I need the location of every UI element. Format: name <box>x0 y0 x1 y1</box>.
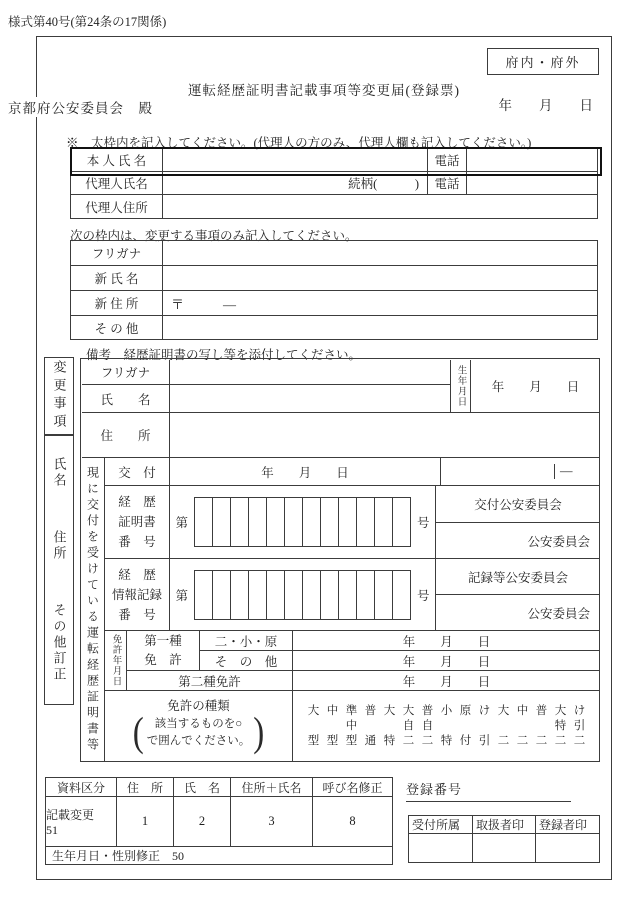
license-type-char: 二 <box>421 735 434 747</box>
first-license-date-2-input[interactable]: 年 月 日 <box>292 650 600 670</box>
number-suffix: 号 <box>417 588 430 603</box>
self-name-label: 本 人 氏 名 <box>86 153 147 168</box>
new-address-input[interactable]: 〒 ― <box>162 290 597 315</box>
form-number: 様式第40号(第24条の17関係) <box>8 15 167 29</box>
license-type-char: 引 <box>478 735 491 747</box>
license-type-char: 二 <box>402 735 415 747</box>
license-type-char: 普 <box>535 705 548 717</box>
license-type-char: 特 <box>383 735 396 747</box>
license-type-char: 自 <box>421 720 434 732</box>
code-header-category: 資料区分 <box>56 780 105 795</box>
main-furigana-label: フリガナ <box>100 366 151 380</box>
license-type-char: 特 <box>440 735 453 747</box>
first-license-line: 免 許 <box>144 652 182 667</box>
other-input[interactable] <box>162 315 597 339</box>
agent-address-label: 代理人住所 <box>71 194 162 218</box>
license-type-option <box>459 704 472 749</box>
stamp-header-registrar: 登録者印 <box>535 816 599 833</box>
license-type-option <box>554 704 567 749</box>
license-kind-title: 免許の種類 <box>167 699 230 713</box>
number-prefix: 第 <box>175 516 188 530</box>
license-type-char: 普 <box>421 705 434 717</box>
record-number-label-line: 情報記録 <box>111 587 162 602</box>
stamp-cell-handler[interactable] <box>472 833 535 862</box>
license-type-char <box>307 719 320 734</box>
license-type-option <box>497 704 510 749</box>
main-address-input[interactable] <box>169 412 600 457</box>
license-type-char: 引 <box>573 720 586 732</box>
self-name-input[interactable] <box>162 148 427 171</box>
main-furigana-input[interactable] <box>169 360 450 384</box>
digit-box[interactable] <box>230 497 249 547</box>
submission-date-field[interactable]: 年 月 日 <box>498 98 593 113</box>
commission-suffix-b: 公安委員会 <box>435 594 600 630</box>
first-license-line: 第一種 <box>144 633 182 648</box>
license-type-char: 型 <box>326 735 339 747</box>
digit-box[interactable] <box>338 497 357 547</box>
digit-box[interactable] <box>284 570 303 620</box>
digit-box[interactable] <box>302 497 321 547</box>
license-type-option <box>573 704 586 749</box>
number-prefix: 第 <box>175 588 188 603</box>
code-footer-birth-sex-fix: 生年月日・性別修正 50 <box>46 846 392 864</box>
bold-frame-note: ※ 太枠内を記入してください。(代理人の方のみ、代理人欄も記入してください。) <box>66 136 532 150</box>
license-type-char: 二 <box>535 735 548 747</box>
furigana-input[interactable] <box>162 241 597 265</box>
license-type-option <box>440 704 453 749</box>
record-commission-field[interactable]: 記録等公安委員会 <box>435 558 600 594</box>
cert-number-digit-grid <box>194 497 411 547</box>
new-name-input[interactable] <box>162 265 597 290</box>
remarks-note: 備考 経歴証明書の写し等を添付してください。 <box>86 348 362 362</box>
stamp-cell-registrar[interactable] <box>535 833 599 862</box>
digit-box[interactable] <box>266 570 285 620</box>
license-type-char: 大 <box>554 705 567 717</box>
agent-address-input[interactable] <box>162 194 597 218</box>
issue-label: 交 付 <box>104 457 169 485</box>
main-address-label: 住 所 <box>82 412 169 457</box>
license-type-char: 大 <box>307 705 320 717</box>
code-value-address: 1 <box>116 796 173 846</box>
furigana-label: フリガナ <box>91 247 142 261</box>
stamp-cell-reception[interactable] <box>409 833 472 862</box>
side-label-name: 氏名 <box>51 456 67 489</box>
digit-box[interactable] <box>302 570 321 620</box>
stamp-header-handler: 取扱者印 <box>472 816 535 833</box>
license-type-char: 中 <box>326 705 339 717</box>
issue-date-input[interactable]: 年 月 日 <box>169 457 440 485</box>
record-number-input <box>169 558 435 630</box>
code-row-label: 記載変更 51 <box>46 796 116 846</box>
cert-number-label-line: 経 歴 <box>118 495 156 509</box>
record-number-digit-grid <box>194 570 411 620</box>
digit-box[interactable] <box>284 497 303 547</box>
page-title: 運転経歴証明書記載事項等変更届(登録票) <box>188 83 460 98</box>
license-kind-label <box>104 690 292 762</box>
commission-suffix-a: 公安委員会 <box>435 522 600 558</box>
license-type-option <box>535 704 548 749</box>
license-type-char: 型 <box>345 735 358 747</box>
circle-instruction-text: 該当するものを○ で囲んでください。 <box>146 718 251 748</box>
digit-box[interactable] <box>212 570 231 620</box>
license-type-char: 通 <box>364 735 377 747</box>
code-header-address-name: 住所＋氏名 <box>230 778 312 796</box>
side-label-other-correction: その他訂正 <box>51 603 67 684</box>
digit-box[interactable] <box>320 570 339 620</box>
license-type-option <box>345 704 358 749</box>
self-phone-input[interactable] <box>466 148 597 171</box>
digit-box[interactable] <box>320 497 339 547</box>
cert-number-label-line: 番 号 <box>118 535 156 549</box>
license-type-char: 大 <box>383 705 396 717</box>
license-type-option <box>326 704 339 749</box>
license-type-char: 型 <box>307 735 320 747</box>
digit-box[interactable] <box>266 497 285 547</box>
license-type-char: 二 <box>516 735 529 747</box>
digit-box[interactable] <box>338 570 357 620</box>
area-inside-outside-box[interactable]: 府内・府外 <box>487 48 599 75</box>
license-type-columns <box>293 704 600 749</box>
code-header-alias-fix: 呼び名修正 <box>312 778 392 796</box>
license-type-char: 普 <box>364 705 377 717</box>
addressee: 京都府公安委員会 殿 <box>8 97 159 117</box>
code-value-alias-fix: 8 <box>312 796 392 846</box>
license-type-char <box>459 719 472 734</box>
license-type-char: 原 <box>459 705 472 717</box>
change-only-note: 次の枠内は、変更する事項のみ記入してください。 <box>70 229 358 243</box>
left-paren: ( <box>132 710 144 756</box>
first-license-date-1-input[interactable]: 年 月 日 <box>292 630 600 650</box>
license-date-vertical-label <box>104 630 126 690</box>
digit-box[interactable] <box>248 497 267 547</box>
license-date-text: 免許年月日 <box>110 634 121 687</box>
code-header-address: 住 所 <box>116 778 173 796</box>
license-type-option <box>383 704 396 749</box>
license-type-char: け <box>573 705 586 717</box>
agent-phone-input[interactable] <box>466 171 597 194</box>
form-outer-frame <box>36 36 612 880</box>
change-table <box>70 240 598 340</box>
digit-box[interactable] <box>374 570 393 620</box>
new-address-label: 新 住 所 <box>71 290 162 315</box>
record-number-label-line: 番 号 <box>118 607 156 622</box>
code-value-address-name: 3 <box>230 796 312 846</box>
digit-box[interactable] <box>392 570 411 620</box>
side-label-categories <box>44 435 74 705</box>
stamp-header-reception: 受付所属 <box>412 818 461 832</box>
license-type-char: 準 <box>345 705 358 717</box>
license-type-char: 大 <box>402 705 415 717</box>
new-name-label: 新 氏 名 <box>71 265 162 290</box>
self-phone-label: 電話 <box>427 148 466 171</box>
issue-commission-field[interactable]: 交付公安委員会 <box>435 485 600 522</box>
digit-box[interactable] <box>356 497 375 547</box>
digit-box[interactable] <box>194 497 213 547</box>
license-type-char: 二 <box>573 735 586 747</box>
license-type-option <box>307 704 320 749</box>
other-label: そ の 他 <box>71 315 162 339</box>
side-label-text: 変更事項 <box>51 360 67 432</box>
license-type-char: 自 <box>402 720 415 732</box>
agent-name-label: 代理人氏名 <box>71 171 162 194</box>
second-license-date-input[interactable]: 年 月 日 <box>292 670 600 690</box>
license-type-char <box>497 719 510 734</box>
cert-number-label-line: 証明書 <box>118 515 156 529</box>
license-type-char: 二 <box>554 735 567 747</box>
license-type-char <box>326 719 339 734</box>
digit-box[interactable] <box>194 570 213 620</box>
digit-box[interactable] <box>248 570 267 620</box>
license-type-char: 中 <box>345 720 358 732</box>
license-type-option <box>516 704 529 749</box>
issue-number-box[interactable]: ― <box>554 464 577 479</box>
class-two-small-moped-label: 二・小・原 <box>199 630 292 650</box>
license-type-char: 小 <box>440 705 453 717</box>
license-type-char: 付 <box>459 735 472 747</box>
license-type-grid <box>292 690 600 762</box>
code-header-name: 氏 名 <box>173 778 230 796</box>
cert-number-label <box>104 485 169 558</box>
first-license-label <box>126 630 199 670</box>
digit-box[interactable] <box>356 570 375 620</box>
license-type-char <box>383 719 396 734</box>
number-suffix: 号 <box>417 516 430 530</box>
right-paren: ) <box>253 710 265 756</box>
class-other-label: そ の 他 <box>199 650 292 670</box>
license-type-char: 中 <box>516 705 529 717</box>
license-type-option <box>402 704 415 749</box>
stamp-table <box>408 815 600 863</box>
main-detail-table <box>80 358 600 762</box>
digit-box[interactable] <box>392 497 411 547</box>
license-type-char: け <box>478 705 491 717</box>
current-cert-text: 現に交付を受けている運転経歴証明書等 <box>85 466 100 754</box>
issue-number-boxes <box>440 457 600 485</box>
agent-name-input[interactable] <box>162 171 427 194</box>
circle-instruction <box>132 710 265 756</box>
birth-date-input[interactable]: 年 月 日 <box>470 360 600 412</box>
license-type-char <box>535 719 548 734</box>
digit-box[interactable] <box>230 570 249 620</box>
license-type-char <box>440 719 453 734</box>
license-type-option <box>421 704 434 749</box>
cert-number-input <box>169 485 435 558</box>
main-name-input[interactable] <box>169 384 450 412</box>
record-number-label-line: 経 歴 <box>118 567 156 582</box>
second-license-label: 第二種免許 <box>126 670 292 690</box>
license-type-char <box>364 719 377 734</box>
applicant-table <box>70 147 598 219</box>
digit-box[interactable] <box>212 497 231 547</box>
license-type-char: 大 <box>497 705 510 717</box>
license-type-option <box>364 704 377 749</box>
license-type-char <box>516 719 529 734</box>
relation-field[interactable]: 続柄( ) <box>348 177 419 191</box>
side-label-address: 住所 <box>51 529 67 562</box>
record-number-label <box>104 558 169 630</box>
main-name-label: 氏 名 <box>82 384 169 412</box>
agent-phone-label: 電話 <box>427 171 466 194</box>
license-type-char <box>478 719 491 734</box>
license-type-char: 特 <box>554 720 567 732</box>
side-label-change-items <box>44 357 74 435</box>
code-value-name: 2 <box>173 796 230 846</box>
digit-box[interactable] <box>374 497 393 547</box>
data-code-table <box>45 777 393 865</box>
current-cert-vertical-label <box>82 457 104 762</box>
license-type-char: 二 <box>497 735 510 747</box>
license-type-option <box>478 704 491 749</box>
registration-number-field[interactable]: 登録番号 <box>406 779 571 802</box>
birth-date-label: 生年月日 <box>450 360 470 412</box>
